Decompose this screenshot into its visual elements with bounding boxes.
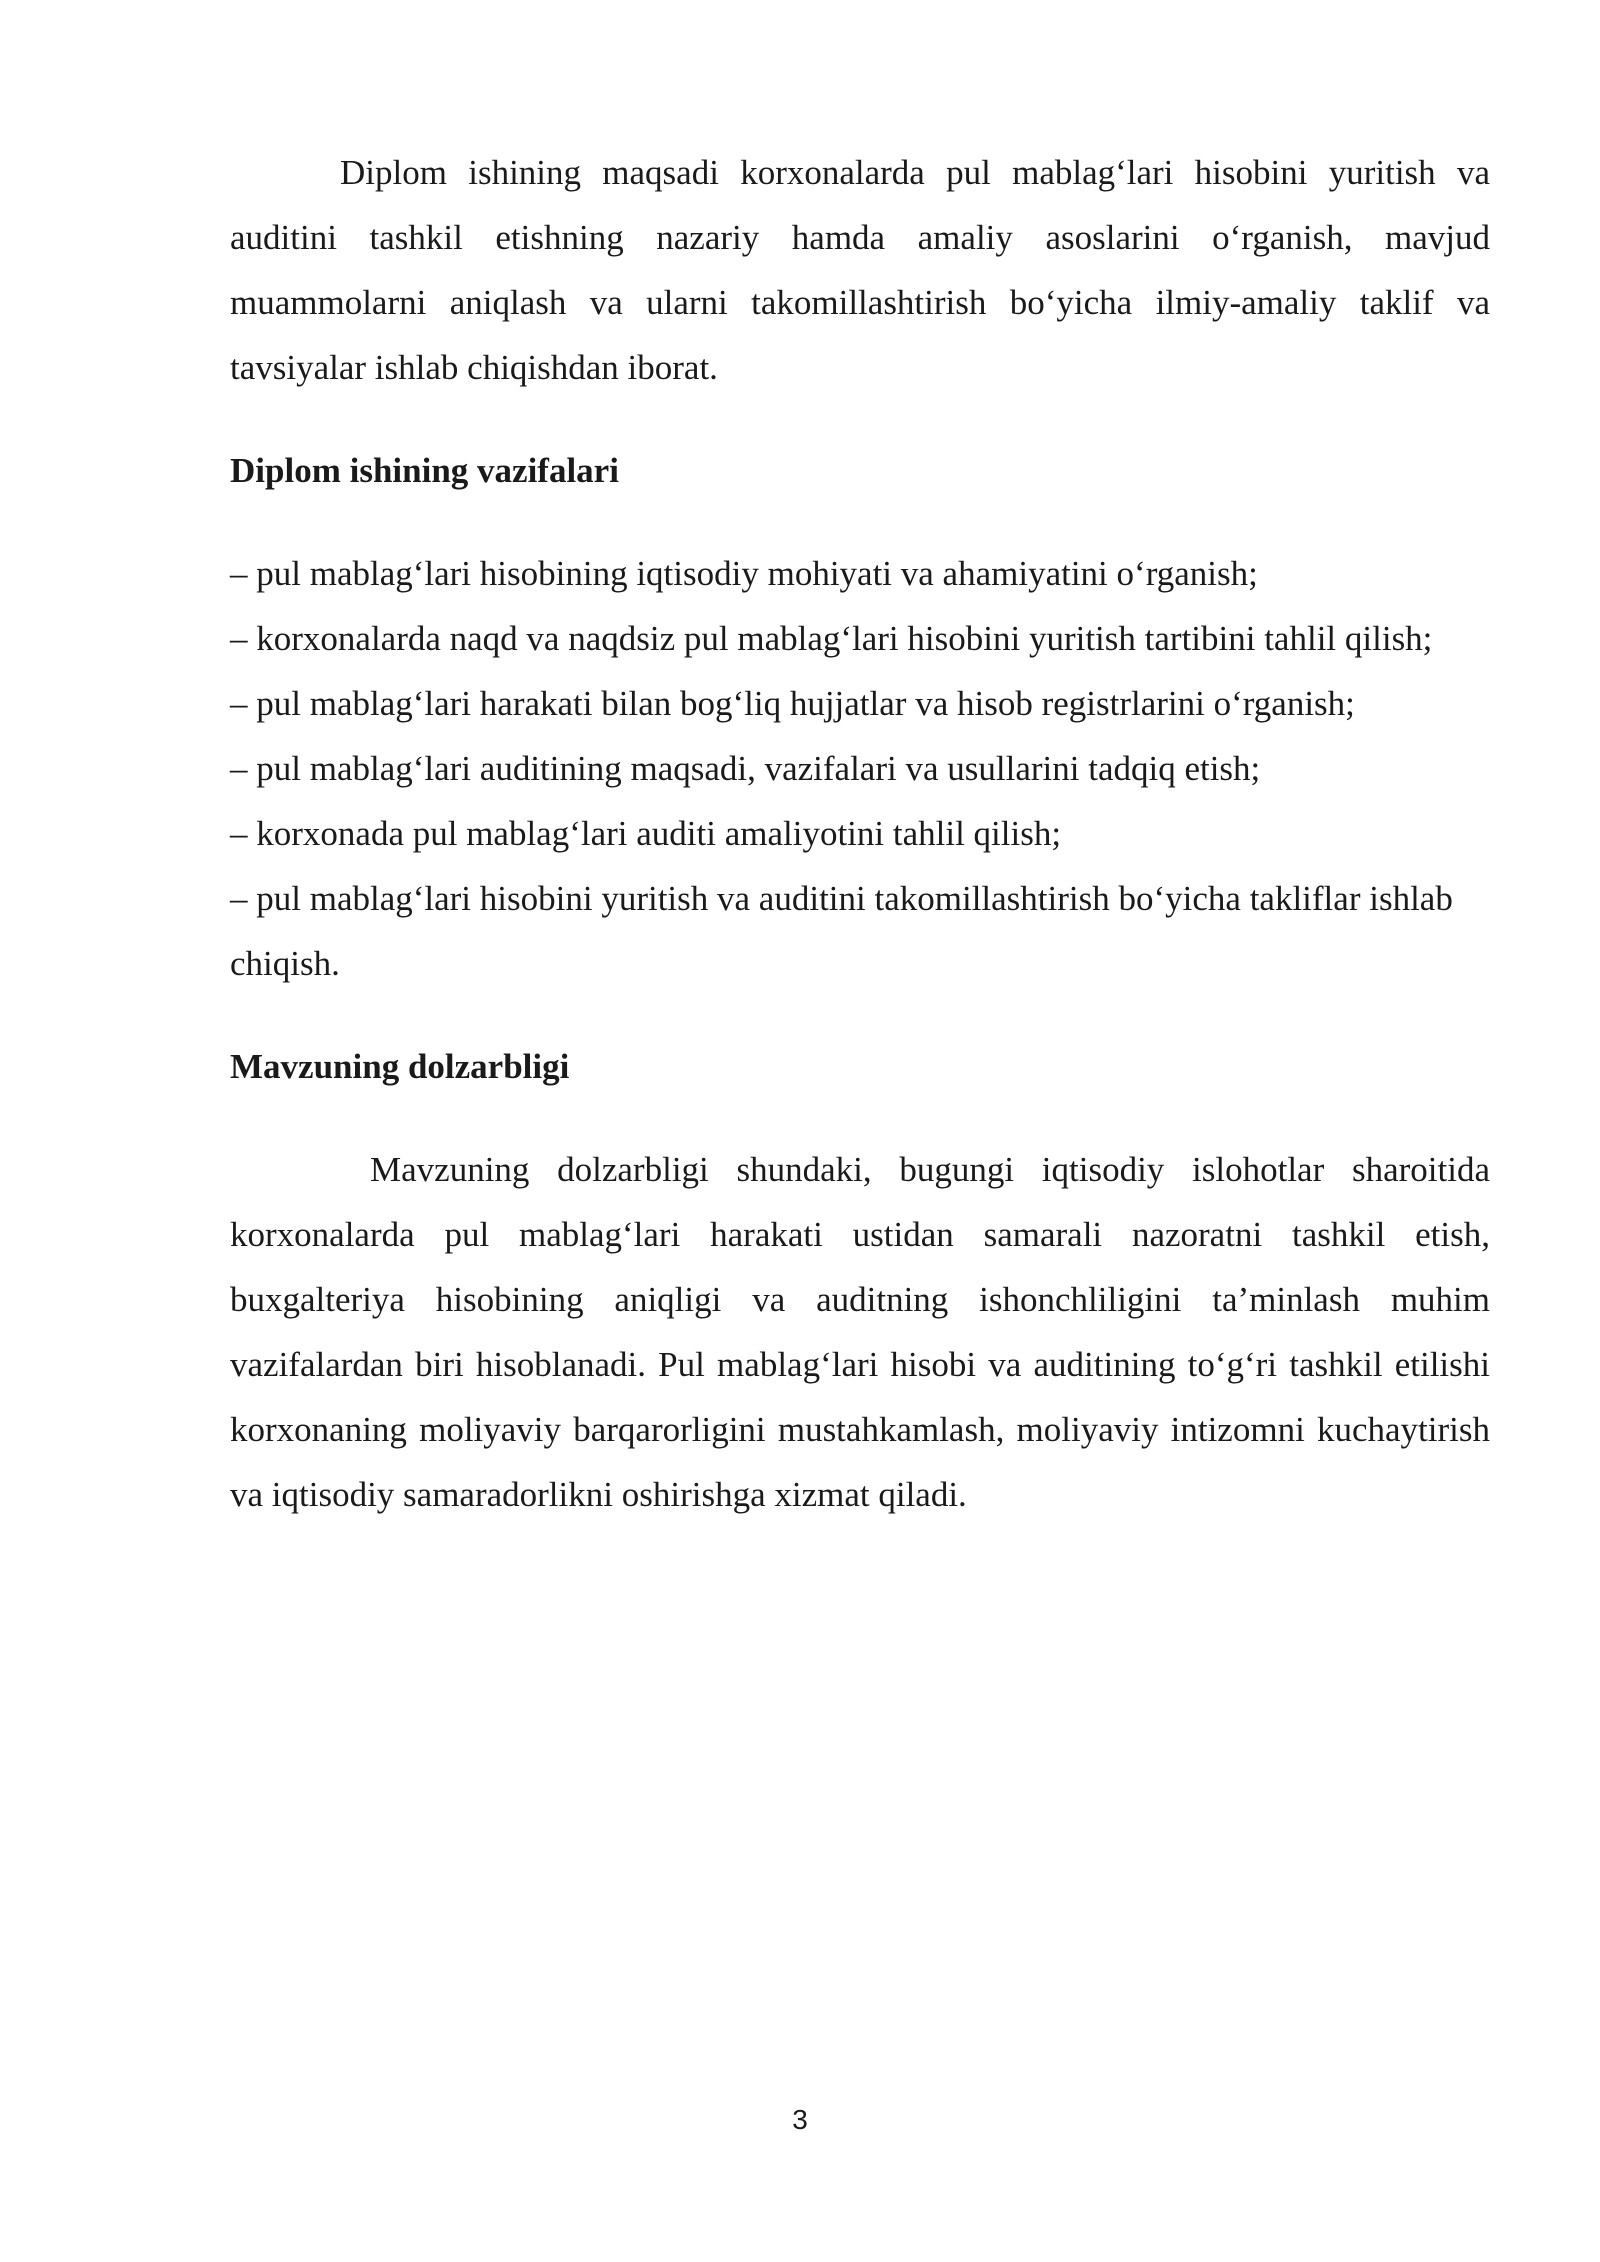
relevance-paragraph: Mavzuning dolzarbligi shundaki, bugungi iqtisodiy islohotlar sharoitida korxonalarda pul mablag‘lari harakati ustidan samarali nazoratni tashkil etish, buxgalteriya hisobining aniqligi va auditning ishonchliligini ta’minlash muhim vazifalardan biri hisoblanadi. Pul mablag‘lari hisobi va auditining to‘g‘ri tashkil etilishi korxonaning moliyaviy barqarorligini mustahkamlash, moliyaviy intizomni kuchaytirish va iqtisodiy samaradorlikni oshirishga xizmat qiladi. [230, 1150, 1490, 1514]
relevance-heading: Mavzuning dolzarbligi [230, 1047, 570, 1086]
page-number: 3 [792, 2104, 808, 2135]
tasks-list [230, 541, 1490, 996]
list-item: – korxonada pul mablag‘lari auditi amaliyotini tahlil qilish; [230, 814, 1062, 853]
list-item: – pul mablag‘lari hisobini yuritish va auditini takomillashtirish bo‘yicha takliflar ishlab chiqish. [230, 879, 1453, 983]
list-item: – pul mablag‘lari auditining maqsadi, vazifalari va usullarini tadqiq etish; [230, 749, 1261, 788]
intro-paragraph: Diplom ishining maqsadi korxonalarda pul mablag‘lari hisobini yuritish va auditini tashkil etishning nazariy hamda amaliy asoslarini o‘rganish, mavjud muammolarni aniqlash va ularni takomillashtirish bo‘yicha ilmiy-amaliy taklif va tavsiyalar ishlab chiqishdan iborat. [230, 153, 1490, 387]
list-item: – pul mablag‘lari hisobining iqtisodiy mohiyati va ahamiyatini o‘rganish; [230, 554, 1258, 593]
list-item: – korxonalarda naqd va naqdsiz pul mablag‘lari hisobini yuritish tartibini tahlil qilish; [230, 619, 1433, 658]
tasks-heading: Diplom ishining vazifalari [230, 451, 619, 490]
page-content [230, 140, 1490, 1527]
list-item: – pul mablag‘lari harakati bilan bog‘liq hujjatlar va hisob registrlarini o‘rganish; [230, 684, 1355, 723]
